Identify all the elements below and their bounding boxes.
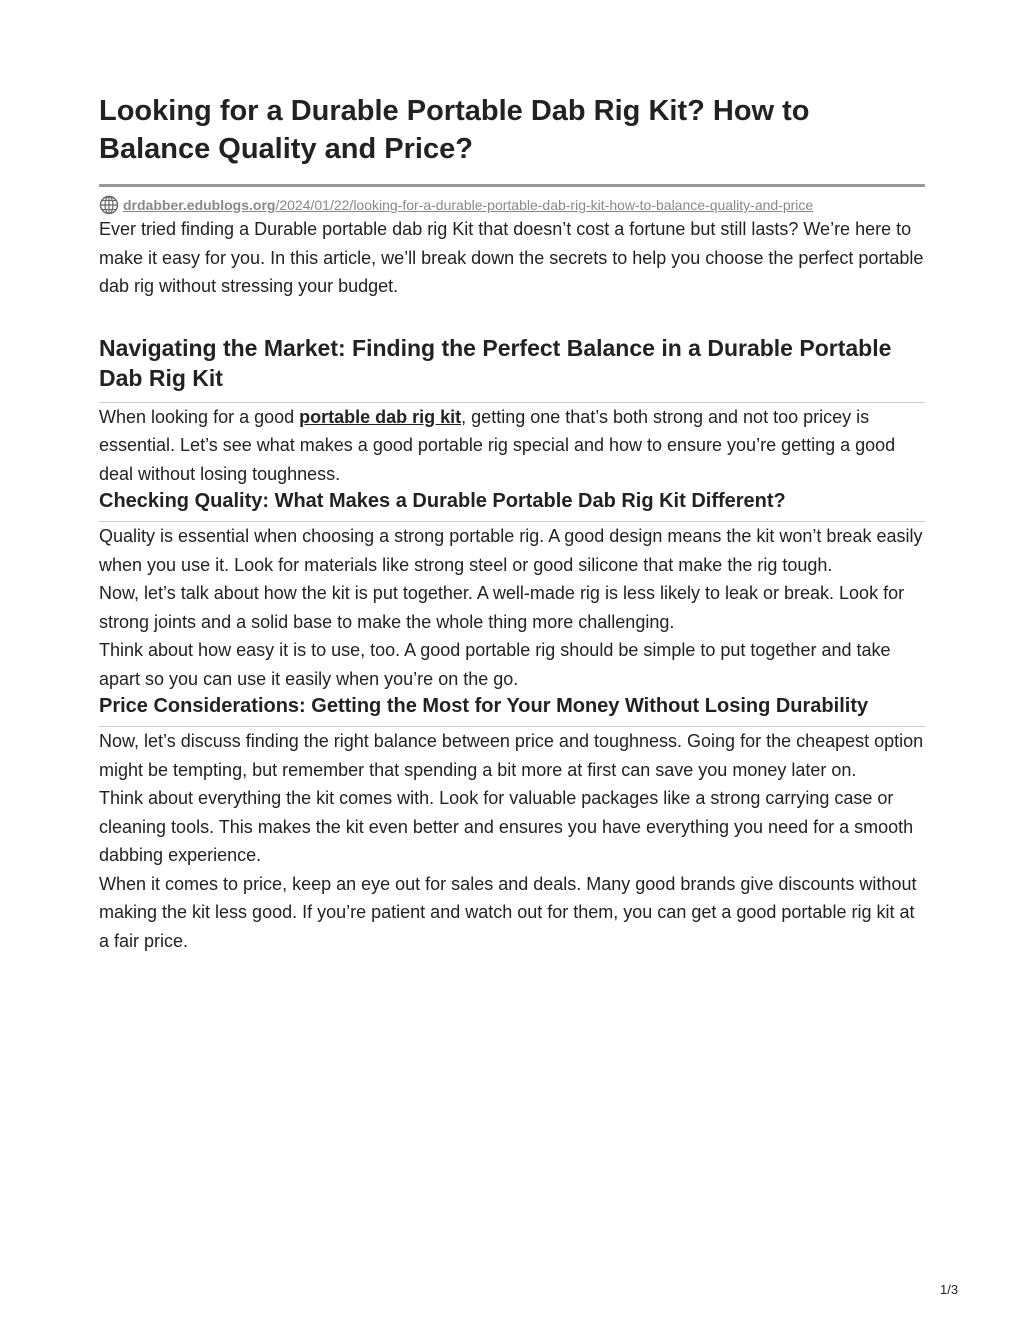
source-path: /2024/01/22/looking-for-a-durable-portable-dab-rig-kit-how-to-balance-quality-and-price	[275, 197, 814, 213]
quality-paragraph-2: Now, let’s talk about how the kit is put together. A well-made rig is less likely to leak or break. Look for strong joints and a solid base to make the whole thing more challenging.	[99, 583, 905, 632]
title-divider	[99, 184, 925, 187]
price-paragraph-3: When it comes to price, keep an eye out for sales and deals. Many good brands give discounts without making the kit less good. If you’re patient and watch out for them, you can get a good portable rig kit at a fair price.	[99, 873, 917, 951]
price-paragraph-2: Think about everything the kit comes with. Look for valuable packages like a strong carrying case or cleaning tools. This makes the kit even better and ensures you have everything you need for a smooth dabbing experience.	[99, 788, 914, 865]
price-paragraph-1: Now, let’s discuss finding the right balance between price and toughness. Going for the cheapest option might be tempting, but remember that spending a bit more at first can save you money later on.	[99, 731, 924, 780]
quality-paragraph-1: Quality is essential when choosing a strong portable rig. A good design means the kit won’t break easily when you use it. Look for materials like strong steel or good silicone that make the rig tough.	[99, 526, 923, 575]
portable-dab-rig-kit-link[interactable]: portable dab rig kit	[299, 406, 462, 427]
quality-paragraph-3: Think about how easy it is to use, too. A good portable rig should be simple to put together and take apart so you can use it easily when you’re on the go.	[99, 640, 891, 689]
section-heading-market: Navigating the Market: Finding the Perfect Balance in a Durable Portable Dab Rig Kit	[99, 334, 892, 391]
globe-icon	[99, 195, 119, 215]
source-domain: drdabber.edublogs.org	[123, 197, 276, 213]
source-link[interactable]	[123, 197, 813, 213]
article-title: Looking for a Durable Portable Dab Rig Kit? How to Balance Quality and Price?	[99, 95, 810, 165]
section-heading-price: Price Considerations: Getting the Most for Your Money Without Losing Durability	[99, 695, 869, 717]
market-paragraph	[99, 403, 925, 489]
market-text-after: , getting one that’s both strong and not too pricey is essential. Let’s see what makes a good portable rig special and how to ensure you’re getting a good deal without losing toughness.	[99, 406, 896, 484]
section-heading-quality: Checking Quality: What Makes a Durable Portable Dab Rig Kit Different?	[99, 490, 786, 512]
intro-paragraph: Ever tried finding a Durable portable dab rig Kit that doesn’t cost a fortune but still lasts? We’re here to make it easy for you. In this article, we’ll break down the secrets to help you choose the perfect portable dab rig without stressing your budget.	[99, 219, 924, 296]
market-text-before: When looking for a good	[99, 406, 300, 427]
page-number: 1/3	[940, 1282, 959, 1297]
source-url-line	[99, 195, 925, 215]
article	[99, 92, 925, 955]
